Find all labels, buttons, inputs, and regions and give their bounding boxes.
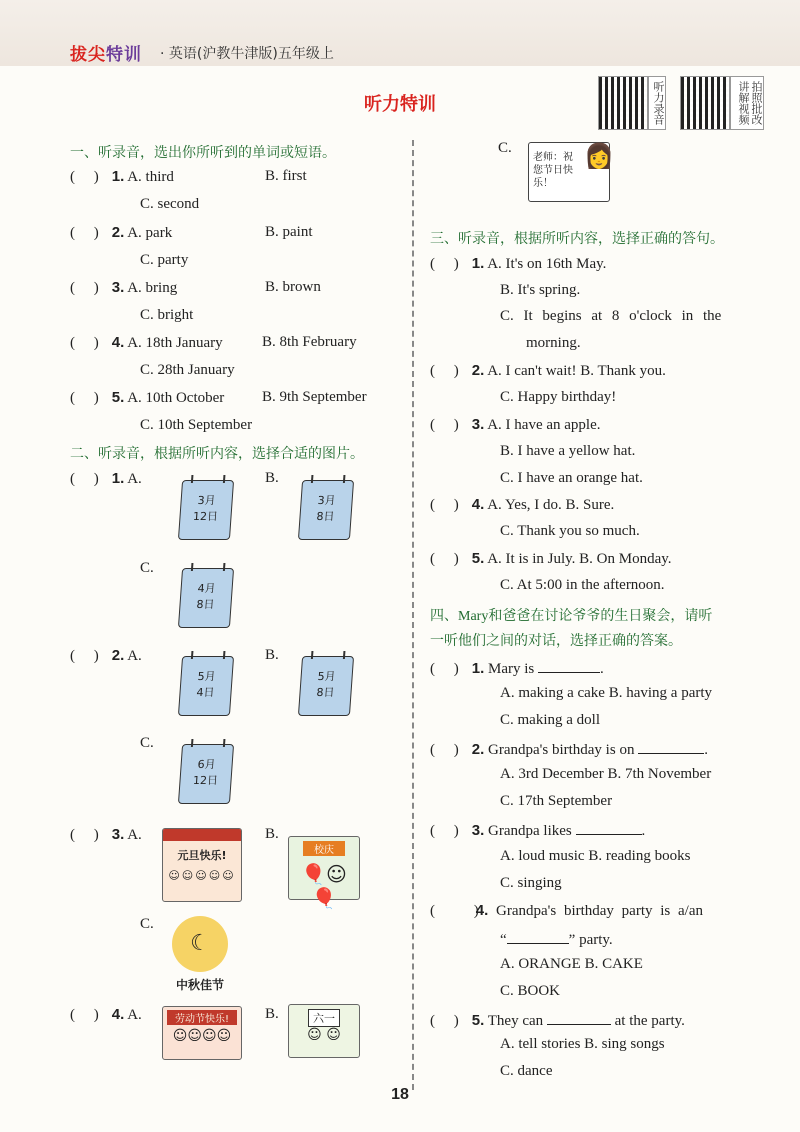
calendar-picture[interactable]: 3月 12日 (178, 480, 234, 540)
answer-blank[interactable] (576, 820, 642, 835)
calendar-picture[interactable]: 6月 12日 (178, 744, 234, 804)
children-icon: ☺☺☺☺☺ (168, 869, 236, 882)
option-line: C. dance (500, 1063, 553, 1079)
qr-label-audio: 听力录音 (648, 76, 666, 130)
page-title: 听力特训 (364, 94, 436, 115)
section3-title: 三、听录音，根据所听内容，选择正确的答句。 (430, 231, 724, 247)
calendar-picture[interactable]: 4月 8日 (178, 568, 234, 628)
section4-title: 四、Mary和爸爸在讨论爷爷的生日聚会，请听 (430, 608, 713, 624)
option-b: B. paint (265, 224, 313, 240)
list-item: ( ) 1. Mary is . (430, 660, 604, 677)
childrens-day-picture[interactable]: 六一 ☺ ☺ (288, 1004, 360, 1058)
answer-paren[interactable]: ( ) (70, 827, 99, 843)
page-number: 18 (391, 1086, 409, 1103)
new-year-picture[interactable]: 元旦快乐! ☺☺☺☺☺ (162, 828, 242, 902)
list-item: ( ) 5. A. 10th October (70, 389, 225, 406)
list-item: ( ) 3. A. I have an apple. (430, 416, 601, 433)
section2-title: 二、听录音，根据所听内容，选择合适的图片。 (70, 446, 364, 462)
option-line: C. At 5:00 in the afternoon. (500, 577, 665, 593)
option-line: C. singing (500, 875, 562, 891)
book-subject: · 英语(沪教牛津版)五年级上 (160, 46, 334, 62)
list-item: ( ) 2. A. (70, 647, 142, 664)
option-b: B. first (265, 168, 307, 184)
option-line: C. 17th September (500, 793, 613, 809)
option-b: B. 9th September (262, 389, 367, 405)
qr-code-audio[interactable] (598, 76, 648, 130)
list-item: ( ) 5. They can at the party. (430, 1012, 685, 1029)
option-c: C. 28th January (140, 362, 235, 378)
answer-paren[interactable]: ( ) (70, 225, 99, 241)
answer-paren[interactable]: ( ) (430, 256, 459, 272)
answer-blank[interactable] (507, 929, 569, 944)
girl-balloons-icon: 🎈☺🎈 (301, 862, 347, 910)
list-item: ( ) 2. Grandpa's birthday is on . (430, 741, 708, 758)
option-c-label: C. (498, 140, 512, 156)
list-item: ( ) 1. A. third (70, 168, 174, 185)
option-b-label: B. (265, 1006, 279, 1022)
list-item: ( ) 3. A. bring (70, 279, 178, 296)
answer-paren[interactable]: ( ) (430, 742, 459, 758)
list-item: ( ) 4. A. Yes, I do. B. Sure. (430, 496, 615, 513)
banner-icon (163, 829, 241, 841)
option-c: C. party (140, 252, 189, 268)
qr-label-video: 拍照批改讲解视频 (730, 76, 764, 130)
school-celebration-picture[interactable]: 校庆 🎈☺🎈 (288, 836, 360, 900)
column-divider (412, 140, 414, 1090)
list-item: ( ) 4. Grandpa's birthday party is a/an (430, 902, 703, 919)
option-line: morning. (526, 335, 581, 351)
option-line: A. loud music B. reading books (500, 848, 691, 864)
answer-paren[interactable]: ( ) (430, 363, 459, 379)
option-c-label: C. (140, 560, 154, 576)
answer-paren[interactable]: ( ) (430, 1013, 459, 1029)
option-line: C. Happy birthday! (500, 389, 617, 405)
answer-paren[interactable]: ( ) (70, 1007, 99, 1023)
option-c: C. bright (140, 307, 194, 323)
option-c: C. 10th September (140, 417, 253, 433)
option-line: B. I have a yellow hat. (500, 443, 636, 459)
answer-paren[interactable]: ( ) (70, 280, 99, 296)
option-line: A. 3rd December B. 7th November (500, 766, 712, 782)
option-line: “ ” party. (500, 929, 613, 949)
option-line: C. Thank you so much. (500, 523, 640, 539)
list-item: ( ) 1. A. It's on 16th May. (430, 255, 607, 272)
mid-autumn-picture[interactable]: ☾ 中秋佳节 (160, 916, 240, 996)
option-b: B. 8th February (262, 334, 357, 350)
people-icon: ☺☺☺☺ (172, 1028, 232, 1044)
qr-code-video[interactable] (680, 76, 730, 130)
list-item: ( ) 5. A. It is in July. B. On Monday. (430, 550, 672, 567)
answer-paren[interactable]: ( ) (430, 823, 459, 839)
option-line: C. It begins at 8 o'clock in the (500, 308, 722, 324)
answer-paren[interactable]: ( ) (430, 497, 459, 513)
answer-blank[interactable] (547, 1010, 611, 1025)
answer-blank[interactable] (538, 658, 600, 673)
teacher-figure-icon: 👩 (584, 144, 614, 170)
option-line: B. It's spring. (500, 282, 581, 298)
option-line: C. BOOK (500, 983, 561, 999)
answer-paren[interactable]: ( ) (70, 390, 99, 406)
moon-icon: ☾ (172, 916, 228, 972)
answer-paren[interactable]: ( ) (430, 661, 459, 677)
labour-day-picture[interactable]: 劳动节快乐! ☺☺☺☺ (162, 1006, 242, 1060)
calendar-picture[interactable]: 5月 4日 (178, 656, 234, 716)
answer-paren[interactable]: ( ) (430, 903, 479, 919)
list-item: ( ) 4. A. (70, 1006, 142, 1023)
answer-paren[interactable]: ( ) (70, 335, 99, 351)
kids-icon: ☺ ☺ (307, 1027, 341, 1043)
teachers-day-picture[interactable]: 老师：祝您节日快乐！ (528, 142, 610, 202)
answer-paren[interactable]: ( ) (70, 169, 99, 185)
list-item: ( ) 2. A. I can't wait! B. Thank you. (430, 362, 666, 379)
answer-paren[interactable]: ( ) (430, 417, 459, 433)
option-line: A. making a cake B. having a party (500, 685, 713, 701)
section1-title: 一、听录音，选出你所听到的单词或短语。 (70, 145, 336, 161)
brand-logo: 拔尖特训 (70, 45, 142, 65)
option-b-label: B. (265, 647, 279, 663)
option-b: B. brown (265, 279, 321, 295)
section4-title-line2: 一听他们之间的对话，选择正确的答案。 (430, 633, 682, 649)
list-item: ( ) 2. A. park (70, 224, 173, 241)
option-line: A. ORANGE B. CAKE (500, 956, 643, 972)
option-b-label: B. (265, 470, 279, 486)
list-item: ( ) 4. A. 18th January (70, 334, 223, 351)
option-line: C. I have an orange hat. (500, 470, 643, 486)
option-c-label: C. (140, 735, 154, 751)
option-b-label: B. (265, 826, 279, 842)
option-line: C. making a doll (500, 712, 600, 728)
calendar-picture[interactable]: 5月 8日 (298, 656, 354, 716)
option-c: C. second (140, 196, 200, 212)
answer-paren[interactable]: ( ) (70, 471, 99, 487)
list-item: ( ) 1. A. (70, 470, 142, 487)
option-c-label: C. (140, 916, 154, 932)
option-line: A. tell stories B. sing songs (500, 1036, 665, 1052)
list-item: ( ) 3. Grandpa likes . (430, 822, 646, 839)
list-item: ( ) 3. A. (70, 826, 142, 843)
answer-paren[interactable]: ( ) (430, 551, 459, 567)
answer-blank[interactable] (638, 739, 704, 754)
answer-paren[interactable]: ( ) (70, 648, 99, 664)
calendar-picture[interactable]: 3月 8日 (298, 480, 354, 540)
